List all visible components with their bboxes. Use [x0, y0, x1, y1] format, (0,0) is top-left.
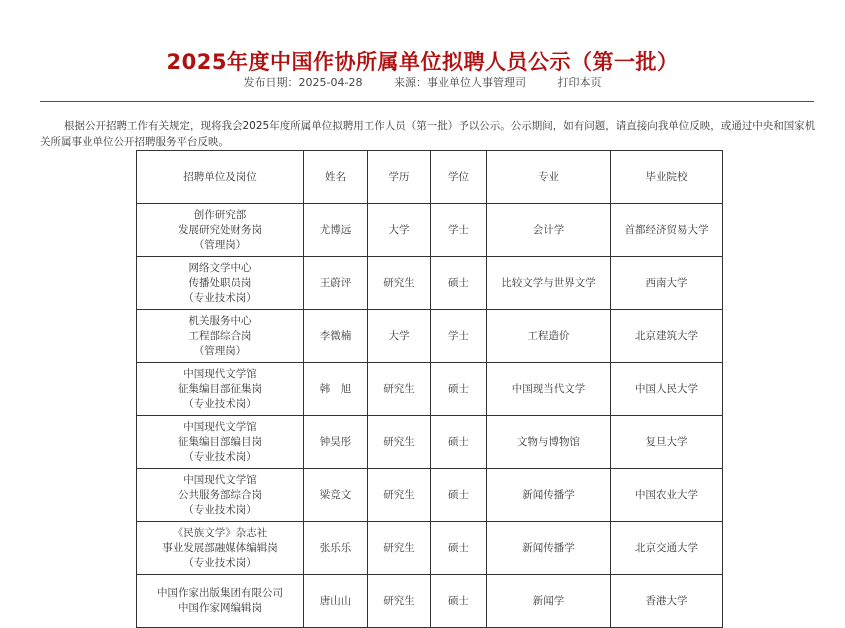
header-name: 姓名 [304, 151, 368, 204]
unit-line: 中国作家网编辑岗 [178, 602, 262, 614]
cell-education: 大学 [368, 204, 431, 257]
cell-major: 工程造价 [487, 310, 611, 363]
cell-school: 首都经济贸易大学 [611, 204, 723, 257]
cell-education: 研究生 [368, 575, 431, 628]
header-school: 毕业院校 [611, 151, 723, 204]
cell-school: 香港大学 [611, 575, 723, 628]
table-row [137, 257, 723, 310]
unit-line: （专业技术岗） [183, 503, 257, 516]
table-row [137, 522, 723, 575]
cell-name: 唐山山 [304, 575, 368, 628]
cell-unit [137, 522, 304, 575]
cell-school: 北京交通大学 [611, 522, 723, 575]
cell-education: 研究生 [368, 469, 431, 522]
cell-degree: 硕士 [431, 522, 487, 575]
unit-line: 征集编目部编目岗 [178, 435, 262, 448]
cell-name: 王蔚评 [304, 257, 368, 310]
unit-line: 网络文学中心 [188, 261, 252, 274]
cell-major: 新闻传播学 [487, 522, 611, 575]
cell-major: 比较文学与世界文学 [487, 257, 611, 310]
page-title: 2025年度中国作协所属单位拟聘人员公示（第一批） [166, 50, 679, 75]
cell-school: 复旦大学 [611, 416, 723, 469]
cell-unit [137, 363, 304, 416]
unit-line: 中国现代文学馆 [183, 367, 257, 380]
table-row [137, 310, 723, 363]
cell-education: 研究生 [368, 257, 431, 310]
cell-name: 钟昊彤 [304, 416, 368, 469]
table-row [137, 575, 723, 628]
header-major: 专业 [487, 151, 611, 204]
unit-line: 中国现代文学馆 [183, 420, 257, 433]
unit-line: （专业技术岗） [183, 397, 257, 410]
title-divider [40, 101, 814, 102]
unit-line: 《民族文学》杂志社 [172, 526, 268, 539]
cell-unit [137, 257, 304, 310]
unit-line: （管理岗） [193, 344, 247, 357]
article-meta [0, 74, 845, 90]
header-education: 学历 [368, 151, 431, 204]
cell-education: 研究生 [368, 363, 431, 416]
cell-education: 大学 [368, 310, 431, 363]
unit-line: 发展研究处财务岗 [178, 223, 262, 236]
table-row [137, 416, 723, 469]
unit-line: 中国作家出版集团有限公司 [157, 587, 283, 599]
unit-line: 公共服务部综合岗 [178, 488, 262, 501]
cell-major: 文物与博物馆 [487, 416, 611, 469]
cell-unit [137, 575, 304, 628]
cell-unit [137, 416, 304, 469]
cell-degree: 硕士 [431, 416, 487, 469]
unit-line: （专业技术岗） [183, 291, 257, 304]
unit-line: 创作研究部 [193, 208, 247, 221]
cell-unit [137, 310, 304, 363]
cell-unit [137, 204, 304, 257]
cell-degree: 硕士 [431, 257, 487, 310]
unit-line: 机关服务中心 [188, 314, 252, 327]
cell-degree: 硕士 [431, 469, 487, 522]
cell-school: 西南大学 [611, 257, 723, 310]
unit-line: 征集编目部征集岗 [178, 382, 262, 395]
unit-line: 事业发展部融媒体编辑岗 [162, 541, 278, 554]
unit-line: 传播处职员岗 [188, 276, 252, 289]
cell-major: 新闻学 [487, 575, 611, 628]
cell-name: 梁竞文 [304, 469, 368, 522]
print-page-link[interactable]: 打印本页 [557, 76, 602, 89]
table-header-row [137, 151, 723, 204]
cell-education: 研究生 [368, 416, 431, 469]
article-source: 来源：事业单位人事管理司 [393, 76, 526, 89]
cell-name: 张乐乐 [304, 522, 368, 575]
unit-line: （专业技术岗） [183, 450, 257, 463]
cell-name: 李微楠 [304, 310, 368, 363]
table-row [137, 204, 723, 257]
cell-unit [137, 469, 304, 522]
header-degree: 学位 [431, 151, 487, 204]
cell-name: 尤博远 [304, 204, 368, 257]
cell-school: 北京建筑大学 [611, 310, 723, 363]
cell-major: 会计学 [487, 204, 611, 257]
unit-line: （管理岗） [193, 238, 247, 251]
cell-degree: 学士 [431, 204, 487, 257]
header-unit: 招聘单位及岗位 [137, 151, 304, 204]
unit-line: 中国现代文学馆 [183, 473, 257, 486]
publish-date: 发布日期：2025-04-28 [243, 76, 363, 89]
cell-school: 中国人民大学 [611, 363, 723, 416]
hire-table [136, 150, 723, 628]
cell-name: 韩 旭 [304, 363, 368, 416]
table-row [137, 469, 723, 522]
cell-degree: 学士 [431, 310, 487, 363]
intro-paragraph: 根据公开招聘工作有关规定，现将我会2025年度所属单位拟聘用工作人员（第一批）予以公示。公示期间，如有问题，请直接向我单位反映，或通过中央和国家机关所属事业单位公开招聘服务平台反映。 [40, 120, 816, 148]
table-row [137, 363, 723, 416]
unit-line: 工程部综合岗 [188, 329, 252, 342]
cell-major: 中国现当代文学 [487, 363, 611, 416]
cell-degree: 硕士 [431, 575, 487, 628]
cell-major: 新闻传播学 [487, 469, 611, 522]
unit-line: （专业技术岗） [183, 556, 257, 569]
cell-education: 研究生 [368, 522, 431, 575]
cell-degree: 硕士 [431, 363, 487, 416]
cell-school: 中国农业大学 [611, 469, 723, 522]
